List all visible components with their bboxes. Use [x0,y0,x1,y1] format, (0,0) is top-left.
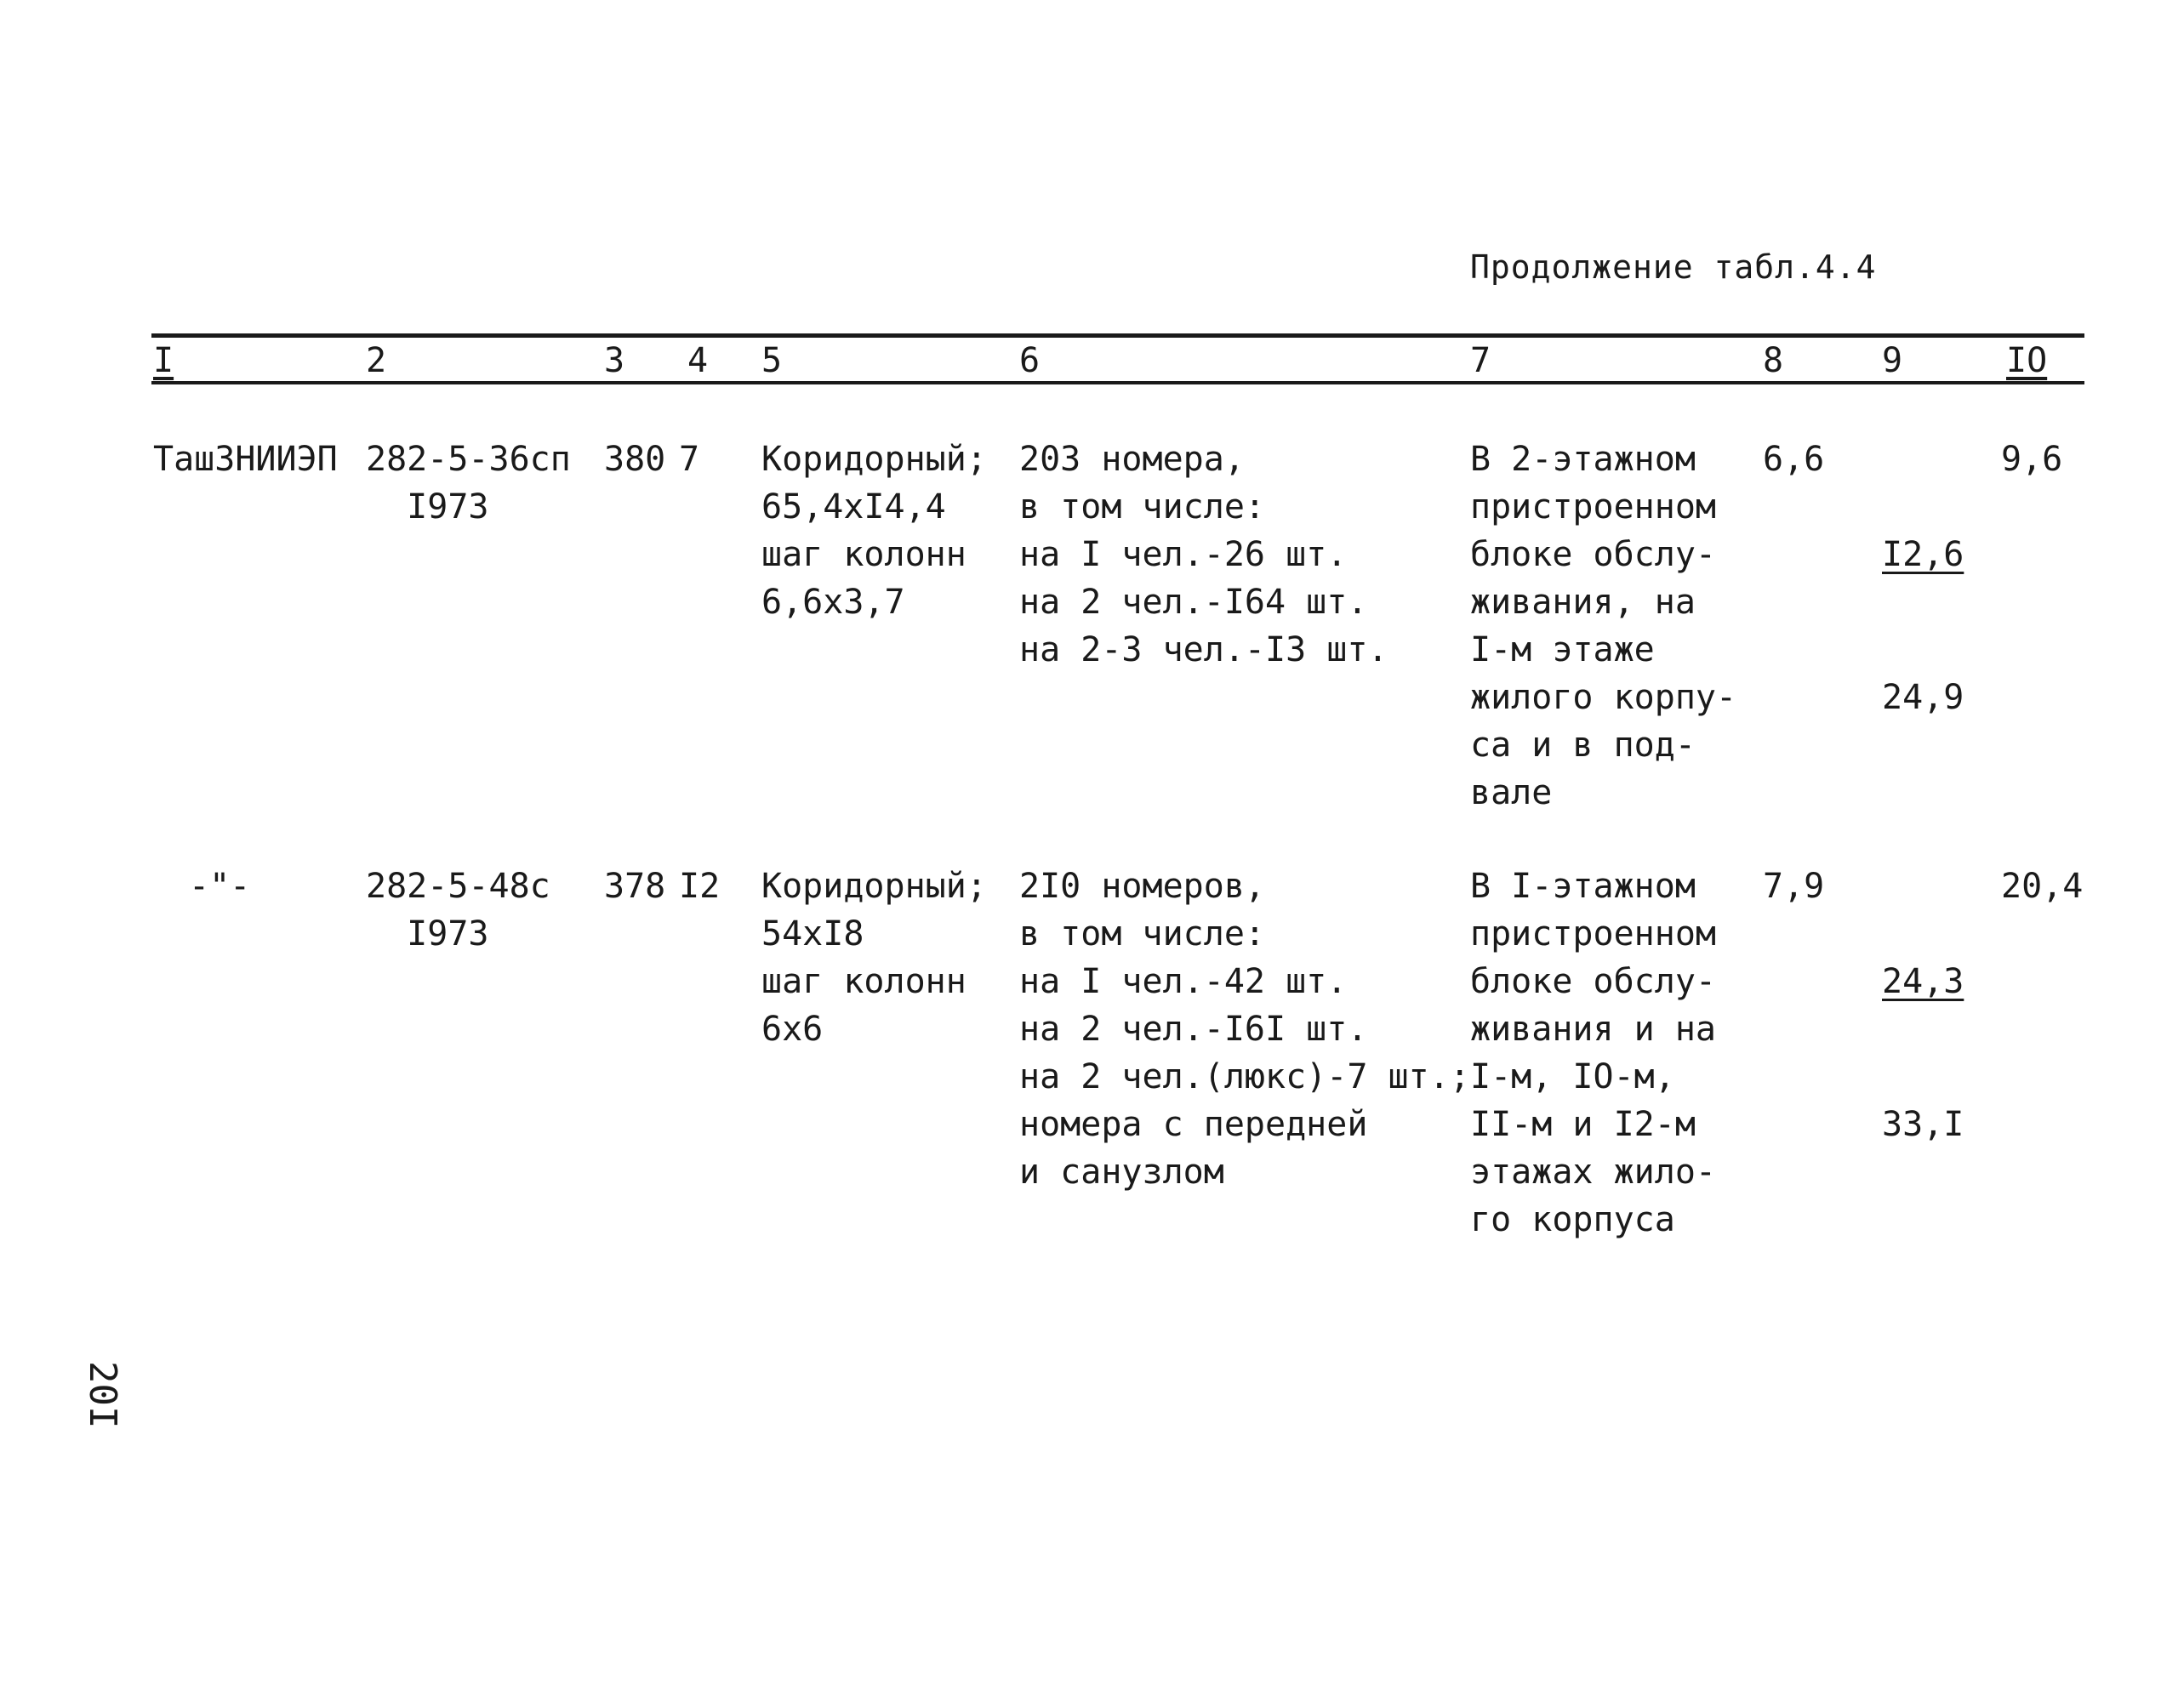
row2-col8: 7,9 [1763,867,1825,906]
header-col-4: 4 [687,341,709,380]
row1-organization: ТашЗНИИЭП [153,440,338,479]
table-top-rule [151,333,2084,338]
page-number: 20I [81,1361,124,1429]
header-col-3: 3 [604,341,625,380]
row1-col9 [1882,436,1964,817]
header-col-8: 8 [1763,341,1784,380]
row2-project-number: 282-5-48с I973 [366,867,550,954]
header-col-2: 2 [366,341,387,380]
row1-service-block: В 2-этажном пристроенном блоке обслу- живания, на I-м этаже жилого корпу- са и в под- вале [1470,440,1737,812]
row2-organization: -"- [189,867,251,906]
header-col-6: 6 [1019,341,1041,380]
row2-col3: 378 [604,867,666,906]
row2-col9-denominator: 33,I [1882,1105,1964,1144]
header-col-10: IO [2006,341,2048,380]
row1-col9-numerator: I2,6 [1882,535,1964,574]
table-header-rule [151,381,2084,384]
row2-rooms: 2I0 номеров, в том числе: на I чел.-42 шт. на 2 чел.-I6I шт. на 2 чел.(люкс)-7 шт.; номера с передней и санузлом [1019,867,1470,1192]
header-col-9: 9 [1882,341,1903,380]
header-col-5: 5 [761,341,783,380]
row1-col9-denominator: 24,9 [1882,678,1964,717]
row2-col10: 20,4 [2001,867,2084,906]
row2-service-block: В I-этажном пристроенном блоке обслу- живания и на I-м, IO-м, II-м и I2-м этажах жило- го корпуса [1470,867,1716,1239]
header-col-7: 7 [1470,341,1491,380]
header-col-1: I [153,341,174,380]
row1-description: Коридорный; 65,4хI4,4 шаг колонн 6,6х3,7 [761,440,987,622]
row1-col8: 6,6 [1763,440,1825,479]
row1-col10: 9,6 [2001,440,2063,479]
row1-col4: 7 [679,440,700,479]
table-caption: Продолжение табл.4.4 [1470,248,1877,286]
row2-col9 [1882,863,1964,1244]
row1-rooms: 203 номера, в том числе: на I чел.-26 шт. на 2 чел.-I64 шт. на 2-3 чел.-I3 шт. [1019,440,1388,669]
row1-col3: 380 [604,440,666,479]
row2-col4: I2 [679,867,721,906]
row2-col9-numerator: 24,3 [1882,962,1964,1001]
row2-description: Коридорный; 54хI8 шаг колонн 6х6 [761,867,987,1049]
row1-project-number: 282-5-36сп I973 [366,440,571,527]
